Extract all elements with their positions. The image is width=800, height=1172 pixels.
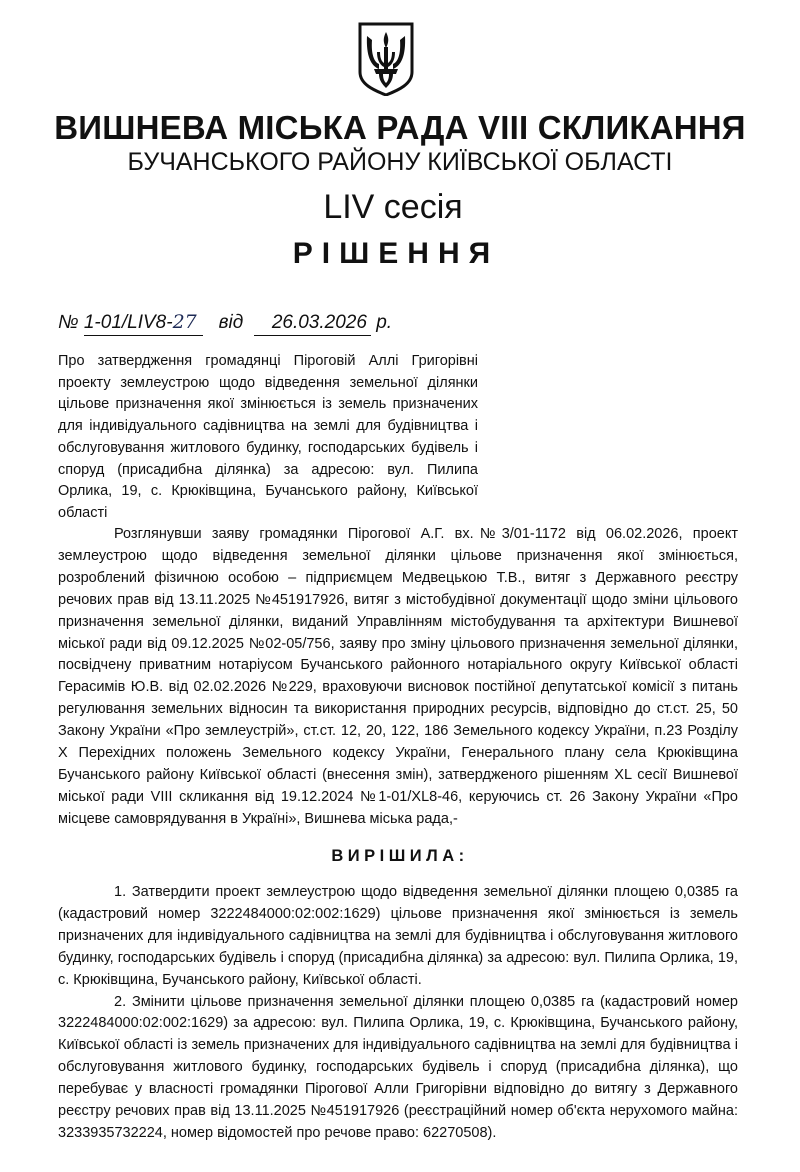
decision-number-line	[58, 310, 392, 336]
decision-date: 26.03.2026	[254, 311, 371, 336]
council-name: ВИШНЕВА МІСЬКА РАДА VIII СКЛИКАННЯ	[54, 109, 746, 146]
decision-number	[84, 310, 203, 336]
handwritten-number: 27	[172, 311, 197, 333]
from-label: від	[218, 312, 244, 333]
district-name: БУЧАНСЬКОГО РАЙОНУ КИЇВСЬКОЇ ОБЛАСТІ	[127, 148, 673, 176]
resolution-item: 2. Змінити цільове призначення земельної ділянки площею 0,0385 га (кадастровий номер 3222484000:02:002:1629) за адресою: вул. Пилипа Орлика, 19, с. Крюківщина, Бучанського району, Київської області із земель призначених для індивідуального садівництва на землі для будівництва і обслуговування житлового будинку, господарських будівель і споруд (присадибна ділянка), що перебуває у власності громадянки Пірогової Алли Григорівни відповідно до витягу з Державного реєстру речових прав від 13.11.2025 №451917926 (реєстраційний номер об'єкта нерухомого майна: 3233935732224, номер відомостей про речове право: 62270508).	[58, 993, 738, 1141]
year-suffix: р.	[376, 312, 393, 333]
preamble-paragraph: Розглянувши заяву громадянки Пірогової А.Г. вх.№3/01-1172 від 06.02.2026, проект землеустрою щодо відведення земельної ділянки цільове призначення якої змінюється, розроблений фізичною особою – підприємцем Медвецькою Т.В., витяг з Державного реєстру речових прав від 13.11.2025 №451917926, витяг з містобудівної документації щодо зміни цільового призначення земельної ділянки, виданий Управлінням містобудування та архітектури Вишневої міської ради від 09.12.2025 №02-05/756, заяву про зміну цільового призначення земельної ділянки, посвідчену приватним нотаріусом Бучанського районного нотаріального округу Київської області Герасимів Ю.В. від 02.02.2026 №229, враховуючи висновок постійної депутатської комісії з питань регулювання земельних відносин та використання природних ресурсів, відповідно до ст.ст. 25, 50 Закону України «Про землеустрій», ст.ст. 12, 20, 122, 186 Земельного кодексу України, п.23 Розділу Х Перехідних положень Земельного кодексу України, Генерального плану села Крюківщина Бучанського району Київської області (внесення змін), затвердженого рішенням XL сесії Вишневої міської ради VIII скликання від 19.12.2024 №1-01/XL8-46, керуючись ст. 26 Закону України «Про місцеве самоврядування в Україні», Вишнева міська рада,-	[58, 526, 738, 827]
document-type-title: РІШЕННЯ	[292, 237, 500, 270]
number-prefix: №	[58, 312, 79, 333]
resolved-heading: ВИРІШИЛА:	[331, 847, 469, 865]
decision-subject: Про затвердження громадянці Піроговій Аллі Григорівні проекту землеустрою щодо відведення земельної ділянки цільове призначення якої змінюється із земель призначених для індивідуального садівництва на землі для будівництва і обслуговування житлового будинку, господарських будівель і споруд (присадибна ділянка) за адресою: вул. Пилипа Орлика, 19, с. Крюківщина, Бучанського району, Київської області	[58, 353, 478, 521]
resolution-items	[58, 882, 738, 1145]
trident-coat-of-arms-icon	[357, 22, 415, 96]
decision-number-text: 1-01/LIV8-	[83, 312, 173, 333]
resolution-item: 1. Затвердити проект землеустрою щодо відведення земельної ділянки площею 0,0385 га (кадастровий номер 3222484000:02:002:1629) цільове призначення якої змінюється із земель призначених для індивідуального садівництва на землі для будівництва і обслуговування житлового будинку, господарських будівель і споруд (присадибна ділянка) за адресою: вул. Пилипа Орлика, 19, с. Крюківщина, Бучанського району, Київської області.	[58, 884, 738, 988]
session-title: LIV сесія	[323, 188, 463, 226]
